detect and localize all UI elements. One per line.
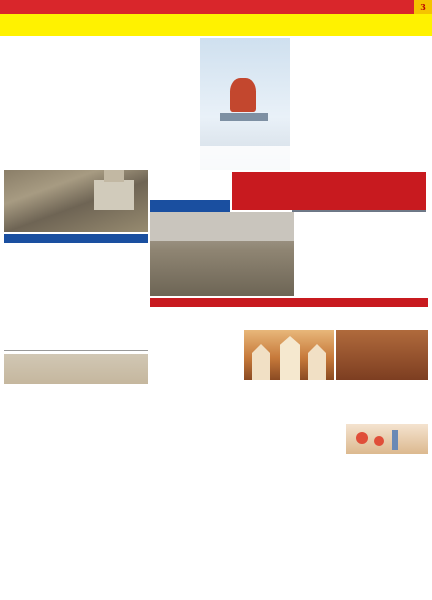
flood-headline bbox=[4, 244, 148, 288]
mathura-kicker bbox=[150, 298, 428, 307]
story-top-right-body bbox=[293, 40, 428, 170]
mathura-headline bbox=[150, 309, 428, 329]
vaccine-photo bbox=[346, 424, 428, 454]
masthead bbox=[0, 0, 432, 14]
inflation-photo bbox=[4, 354, 148, 384]
page-number: 3 bbox=[414, 0, 432, 14]
story-top-mid-body bbox=[96, 40, 198, 160]
rajasthan-headline bbox=[150, 384, 344, 424]
amarnath-headline bbox=[232, 172, 426, 210]
story-top-left-body bbox=[4, 40, 92, 160]
bottom-headline bbox=[150, 540, 428, 558]
flood-rescue-caption bbox=[200, 146, 290, 170]
flood-kicker bbox=[4, 234, 148, 243]
amarnath-photo bbox=[150, 212, 294, 296]
ipl-headline bbox=[150, 200, 230, 212]
mathura-temple-photo bbox=[244, 330, 334, 380]
flood-photo bbox=[4, 170, 148, 232]
bottom-body bbox=[150, 560, 428, 598]
covovax-headline bbox=[346, 382, 428, 422]
divider bbox=[4, 350, 148, 351]
inflation-headline bbox=[4, 386, 148, 416]
inflation-body bbox=[4, 418, 148, 578]
crowd-photo bbox=[336, 330, 428, 380]
flood-body bbox=[4, 290, 148, 346]
rajasthan-body bbox=[150, 426, 344, 536]
lead-headline bbox=[0, 14, 432, 36]
